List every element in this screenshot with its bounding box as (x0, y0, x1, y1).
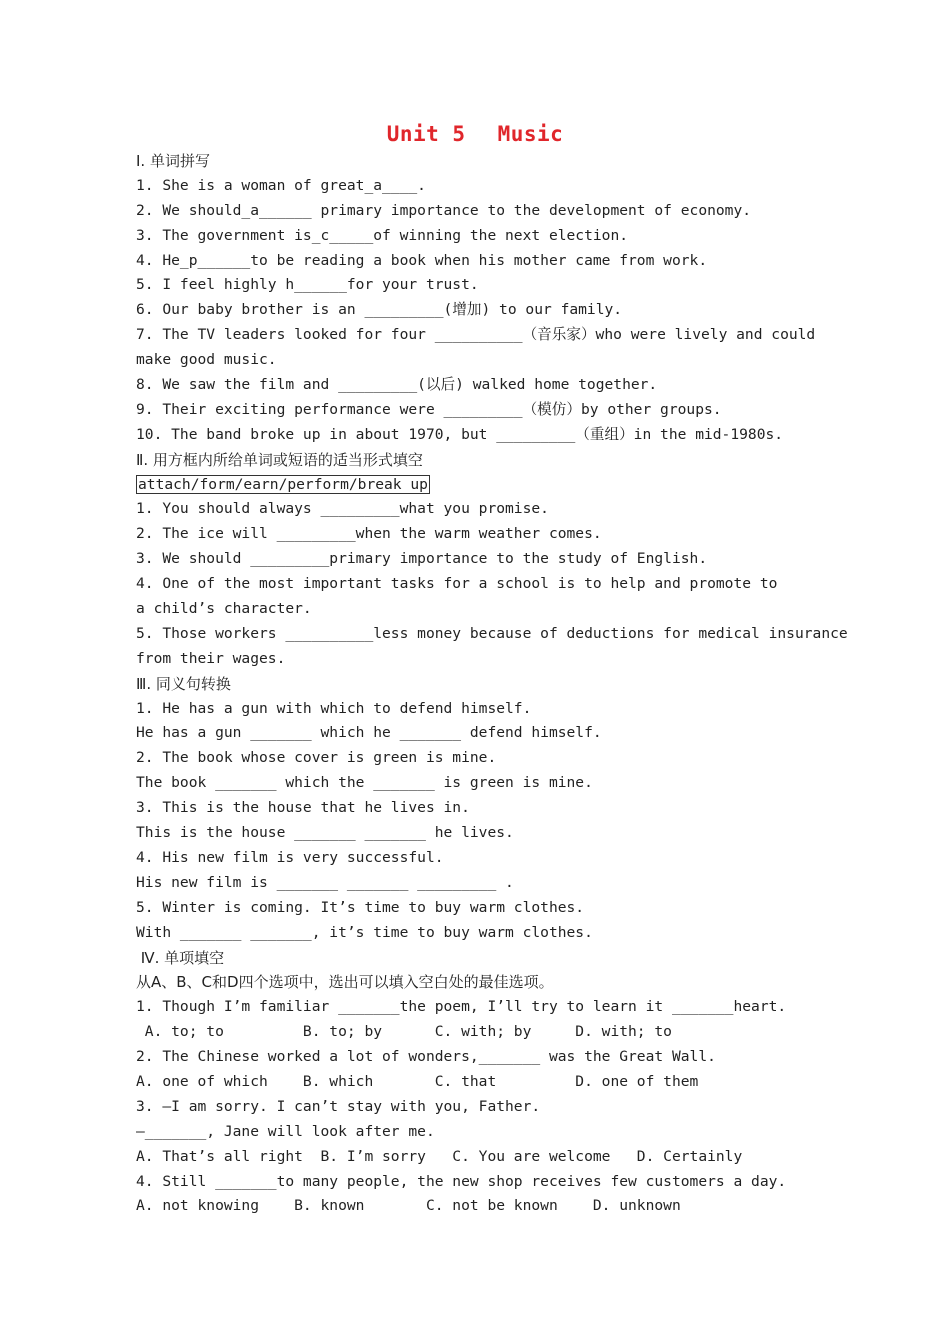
exercise-line: 4. He_p______to be reading a book when his mother came from work. (136, 251, 708, 269)
exercise-line: He has a gun _______ which he _______ defend himself. (136, 724, 602, 742)
exercise-line: 6. Our baby brother is an _________(增加) to our family. (136, 301, 623, 319)
exercise-line: 4. Still _______to many people, the new shop receives few customers a day. (136, 1172, 787, 1190)
exercise-line: 5. Those workers __________less money because of deductions for medical insurance (136, 624, 848, 642)
exercise-line: 1. He has a gun with which to defend himself. (136, 699, 532, 717)
exercise-line: 2. We should_a______ primary importance to the development of economy. (136, 201, 752, 219)
exercise-line: 7. The TV leaders looked for four __________（音乐家）who were lively and could (136, 326, 816, 344)
exercise-line: 3. We should _________primary importance to the study of English. (136, 550, 708, 568)
section-heading-choice: Ⅳ. 单项填空 (136, 948, 225, 967)
worksheet-body (136, 149, 848, 1219)
exercise-line: 8. We saw the film and _________(以后) walked home together. (136, 376, 658, 394)
instruction-line: 从A、B、C和D四个选项中，选出可以填入空白处的最佳选项。 (136, 973, 554, 992)
exercise-line: 3. —I am sorry. I can’t stay with you, Father. (136, 1097, 541, 1115)
options-line: A. That’s all right B. I’m sorry C. You are welcome D. Certainly (136, 1147, 743, 1165)
exercise-line: 4. His new film is very successful. (136, 848, 444, 866)
options-line: A. one of which B. which C. that D. one of them (136, 1072, 699, 1090)
exercise-line: make good music. (136, 351, 277, 369)
exercise-line: 1. You should always _________what you promise. (136, 500, 549, 518)
exercise-line: from their wages. (136, 649, 286, 667)
page-title (0, 122, 950, 146)
exercise-line: —_______, Jane will look after me. (136, 1122, 435, 1140)
exercise-line: 2. The ice will _________when the warm weather comes. (136, 525, 602, 543)
exercise-line: This is the house _______ _______ he lives. (136, 824, 514, 842)
exercise-line: 1. She is a woman of great_a____. (136, 176, 426, 194)
exercise-line: 5. I feel highly h______for your trust. (136, 276, 479, 294)
exercise-line: His new film is _______ _______ _________ . (136, 873, 514, 891)
section-heading-fill-in: Ⅱ. 用方框内所给单词或短语的适当形式填空 (136, 450, 423, 469)
options-line: A. to; to B. to; by C. with; by D. with; to (136, 1023, 672, 1041)
options-line: A. not knowing B. known C. not be known D. unknown (136, 1197, 681, 1215)
section-heading-spelling: Ⅰ. 单词拼写 (136, 152, 210, 170)
exercise-line: 1. Though I’m familiar _______the poem, I’ll try to learn it _______heart. (136, 998, 787, 1016)
word-box: attach/form/earn/perform/break up (138, 475, 428, 493)
exercise-line: a child’s character. (136, 600, 312, 618)
exercise-line: 4. One of the most important tasks for a school is to help and promote to (136, 575, 778, 593)
unit-topic: Music (497, 122, 564, 146)
exercise-line: 10. The band broke up in about 1970, but _________（重组）in the mid-1980s. (136, 425, 784, 443)
unit-label: Unit 5 (386, 122, 466, 146)
exercise-line: 3. This is the house that he lives in. (136, 799, 470, 817)
exercise-line: 9. Their exciting performance were _________（模仿）by other groups. (136, 400, 722, 418)
exercise-line: The book _______ which the _______ is green is mine. (136, 774, 593, 792)
exercise-line: 5. Winter is coming. It’s time to buy warm clothes. (136, 898, 585, 916)
exercise-line: 2. The book whose cover is green is mine. (136, 749, 497, 767)
section-heading-rewrite: Ⅲ. 同义句转换 (136, 674, 231, 693)
exercise-line: With _______ _______, it’s time to buy warm clothes. (136, 923, 593, 941)
exercise-line: 3. The government is_c_____of winning the next election. (136, 226, 629, 244)
exercise-line: 2. The Chinese worked a lot of wonders,_______ was the Great Wall. (136, 1048, 716, 1066)
